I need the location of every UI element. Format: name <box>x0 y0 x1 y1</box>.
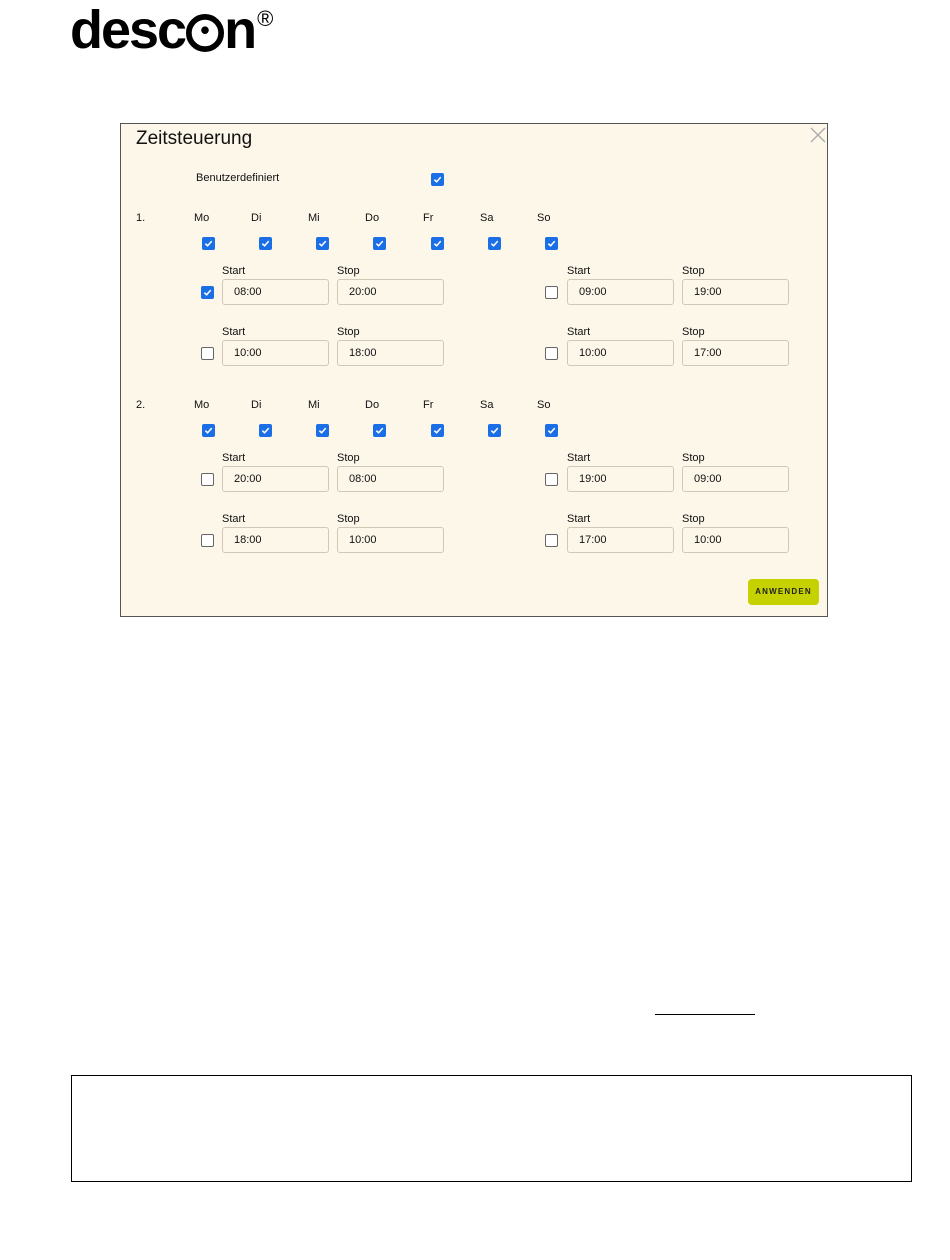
stop-label: Stop <box>337 513 360 525</box>
day-label-do: Do <box>365 399 380 411</box>
stop-time-field[interactable]: 10:00 <box>682 527 789 553</box>
logo-text-end: n <box>224 0 256 60</box>
dialog-title: Zeitsteuerung <box>136 128 253 149</box>
start-time-field[interactable]: 10:00 <box>222 340 329 366</box>
day-label-mi: Mi <box>308 399 320 411</box>
program-index: 1. <box>136 212 146 224</box>
descon-logo <box>70 2 273 58</box>
start-label: Start <box>567 265 591 277</box>
slot-enable-checkbox[interactable] <box>545 347 558 360</box>
day-checkbox-so[interactable] <box>545 424 558 437</box>
day-checkbox-mo[interactable] <box>202 237 215 250</box>
day-checkbox-sa[interactable] <box>488 424 501 437</box>
day-label-mo: Mo <box>194 399 210 411</box>
start-label: Start <box>567 452 591 464</box>
day-checkbox-mi[interactable] <box>316 424 329 437</box>
day-checkbox-mo[interactable] <box>202 424 215 437</box>
program-index: 2. <box>136 399 146 411</box>
slot-enable-checkbox[interactable] <box>201 347 214 360</box>
day-label-so: So <box>537 212 551 224</box>
day-checkbox-do[interactable] <box>373 424 386 437</box>
custom-label: Benutzerdefiniert <box>196 172 280 184</box>
start-label: Start <box>567 513 591 525</box>
day-checkbox-mi[interactable] <box>316 237 329 250</box>
day-label-di: Di <box>251 399 262 411</box>
start-time-field[interactable]: 10:00 <box>567 340 674 366</box>
day-label-fr: Fr <box>423 212 434 224</box>
close-icon[interactable] <box>807 124 829 146</box>
day-checkbox-do[interactable] <box>373 237 386 250</box>
signature-line <box>655 1014 755 1015</box>
day-checkbox-sa[interactable] <box>488 237 501 250</box>
day-label-di: Di <box>251 212 262 224</box>
logo-text: desc <box>70 0 186 60</box>
start-label: Start <box>567 326 591 338</box>
slot-enable-checkbox[interactable] <box>201 286 214 299</box>
stop-label: Stop <box>682 452 705 464</box>
day-checkbox-di[interactable] <box>259 424 272 437</box>
logo-swirl-icon <box>186 14 224 52</box>
slot-enable-checkbox[interactable] <box>545 534 558 547</box>
stop-time-field[interactable]: 20:00 <box>337 279 444 305</box>
registered-mark: ® <box>257 6 274 31</box>
start-time-field[interactable]: 19:00 <box>567 466 674 492</box>
start-label: Start <box>222 265 246 277</box>
slot-enable-checkbox[interactable] <box>545 473 558 486</box>
start-label: Start <box>222 513 246 525</box>
start-time-field[interactable]: 08:00 <box>222 279 329 305</box>
time-control-dialog <box>120 123 828 617</box>
start-time-field[interactable]: 09:00 <box>567 279 674 305</box>
stop-time-field[interactable]: 08:00 <box>337 466 444 492</box>
day-checkbox-di[interactable] <box>259 237 272 250</box>
stop-label: Stop <box>682 265 705 277</box>
slot-enable-checkbox[interactable] <box>201 473 214 486</box>
start-time-field[interactable]: 17:00 <box>567 527 674 553</box>
slot-enable-checkbox[interactable] <box>201 534 214 547</box>
start-time-field[interactable]: 18:00 <box>222 527 329 553</box>
stop-time-field[interactable]: 19:00 <box>682 279 789 305</box>
stop-label: Stop <box>682 513 705 525</box>
notes-box <box>71 1075 912 1182</box>
stop-time-field[interactable]: 10:00 <box>337 527 444 553</box>
stop-label: Stop <box>682 326 705 338</box>
start-time-field[interactable]: 20:00 <box>222 466 329 492</box>
stop-time-field[interactable]: 09:00 <box>682 466 789 492</box>
custom-checkbox[interactable] <box>431 173 444 186</box>
stop-time-field[interactable]: 18:00 <box>337 340 444 366</box>
day-label-mo: Mo <box>194 212 210 224</box>
start-label: Start <box>222 452 246 464</box>
stop-label: Stop <box>337 452 360 464</box>
apply-button[interactable]: ANWENDEN <box>748 579 819 605</box>
stop-time-field[interactable]: 17:00 <box>682 340 789 366</box>
day-label-do: Do <box>365 212 380 224</box>
day-label-so: So <box>537 399 551 411</box>
day-label-sa: Sa <box>480 212 494 224</box>
stop-label: Stop <box>337 326 360 338</box>
day-label-sa: Sa <box>480 399 494 411</box>
day-checkbox-fr[interactable] <box>431 424 444 437</box>
slot-enable-checkbox[interactable] <box>545 286 558 299</box>
start-label: Start <box>222 326 246 338</box>
day-checkbox-fr[interactable] <box>431 237 444 250</box>
day-label-mi: Mi <box>308 212 320 224</box>
stop-label: Stop <box>337 265 360 277</box>
day-label-fr: Fr <box>423 399 434 411</box>
day-checkbox-so[interactable] <box>545 237 558 250</box>
